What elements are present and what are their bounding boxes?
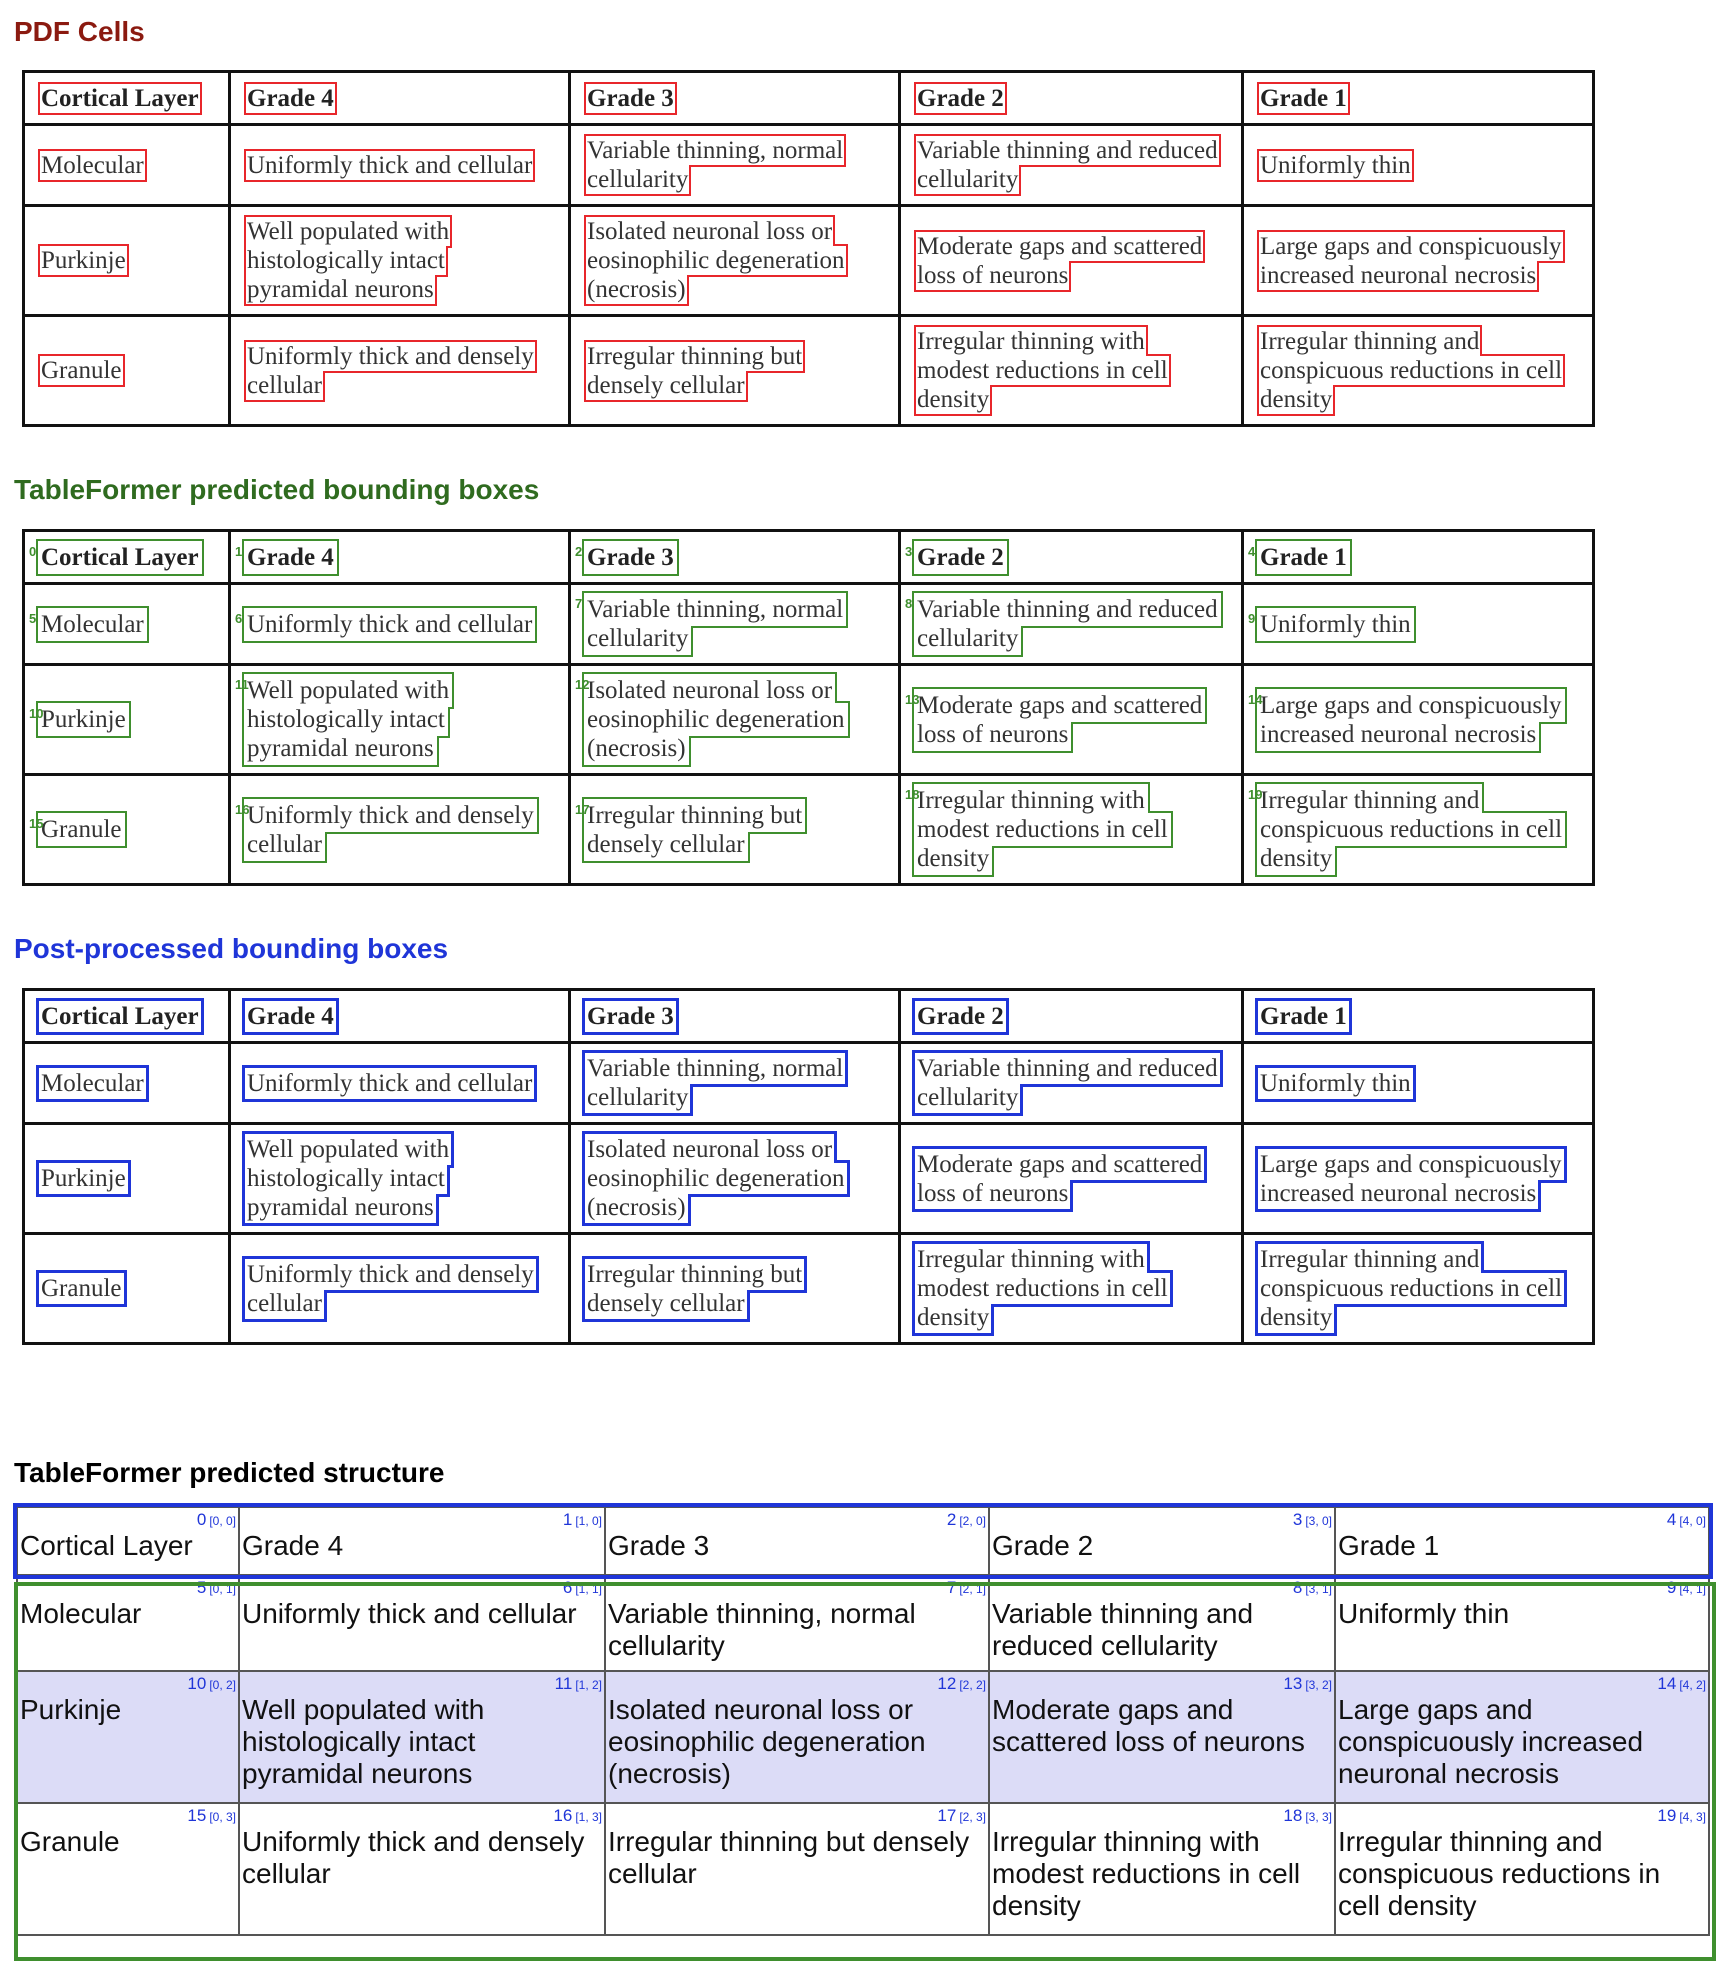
table-cell: Variable thinning and reduced cellularity [900,1043,1243,1124]
structure-cell: 7 [2, 1] Variable thinning, normal cellularity [605,1575,989,1671]
table-cell: 6 Uniformly thick and cellular [230,584,570,665]
table-cell: Uniformly thick and cellular [230,1043,570,1124]
structure-row [17,1803,1709,1935]
table-cell: 3 Grade 2 [900,531,1243,584]
predicted-structure-table [16,1506,1710,1936]
table-cell: Grade 1 [1243,72,1594,125]
structure-cell: 13 [3, 2] Moderate gaps and scattered loss of neurons [989,1671,1335,1803]
table-cell: Variable thinning, normal cellularity [570,125,900,206]
structure-cell: 12 [2, 2] Isolated neuronal loss or eosinophilic degeneration (necrosis) [605,1671,989,1803]
structure-cell: 16 [1, 3] Uniformly thick and densely cellular [239,1803,605,1935]
table-cell: Cortical Layer [24,990,230,1043]
structure-row [17,1575,1709,1671]
table-cell: Uniformly thick and densely cellular [230,316,570,426]
table-cell: Grade 2 [900,72,1243,125]
structure-cell: 2 [2, 0] Grade 3 [605,1507,989,1575]
structure-header-row [17,1507,1709,1575]
table-cell: Molecular [24,125,230,206]
table-cell: 5 Molecular [24,584,230,665]
table-cell: Irregular thinning but densely cellular [570,1234,900,1344]
structure-cell: 3 [3, 0] Grade 2 [989,1507,1335,1575]
pdf-cells-title: PDF Cells [14,16,145,47]
table-cell: Grade 4 [230,72,570,125]
table-cell: 17 Irregular thinning but densely cellular [570,775,900,885]
table-cell: Well populated with histologically intact pyramidal neurons [230,206,570,316]
table-cell: 16 Uniformly thick and densely cellular [230,775,570,885]
structure-cell: 10 [0, 2] Purkinje [17,1671,239,1803]
postprocessed-boxes-title: Post-processed bounding boxes [14,933,449,964]
table-cell: 1 Grade 4 [230,531,570,584]
structure-cell: 0 [0, 0] Cortical Layer [17,1507,239,1575]
table-cell: 11 Well populated with histologically intact pyramidal neurons [230,665,570,775]
table-cell: Purkinje [24,1124,230,1234]
table-cell: Grade 2 [900,990,1243,1043]
table-cell: Irregular thinning and conspicuous reductions in cell density [1243,316,1594,426]
structure-cell: 18 [3, 3] Irregular thinning with modest reductions in cell density [989,1803,1335,1935]
structure-cell: 8 [3, 1] Variable thinning and reduced cellularity [989,1575,1335,1671]
table-cell: Granule [24,316,230,426]
table-cell: Uniformly thin [1243,125,1594,206]
table-cell: Grade 1 [1243,990,1594,1043]
table-cell: 2 Grade 3 [570,531,900,584]
table-cell: 18 Irregular thinning with modest reductions in cell density [900,775,1243,885]
table-cell: Moderate gaps and scattered loss of neurons [900,206,1243,316]
table-cell: Uniformly thick and densely cellular [230,1234,570,1344]
structure-cell: 19 [4, 3] Irregular thinning and conspicuous reductions in cell density [1335,1803,1709,1935]
table-cell: Irregular thinning with modest reductions in cell density [900,1234,1243,1344]
table-cell: Well populated with histologically intact pyramidal neurons [230,1124,570,1234]
structure-row [17,1671,1709,1803]
table-cell: Grade 4 [230,990,570,1043]
structure-cell: 4 [4, 0] Grade 1 [1335,1507,1709,1575]
table-cell: Grade 3 [570,990,900,1043]
table-cell: Uniformly thick and cellular [230,125,570,206]
structure-cell: 5 [0, 1] Molecular [17,1575,239,1671]
table-cell: Uniformly thin [1243,1043,1594,1124]
table-cell: 8 Variable thinning and reduced cellularity [900,584,1243,665]
table-cell: Grade 3 [570,72,900,125]
structure-cell: 1 [1, 0] Grade 4 [239,1507,605,1575]
structure-cell: 9 [4, 1] Uniformly thin [1335,1575,1709,1671]
table-cell: Irregular thinning with modest reductions in cell density [900,316,1243,426]
table-cell: Irregular thinning but densely cellular [570,316,900,426]
structure-cell: 14 [4, 2] Large gaps and conspicuously increased neuronal necrosis [1335,1671,1709,1803]
table-cell: 0 Cortical Layer [24,531,230,584]
table-cell: 15 Granule [24,775,230,885]
tableformer-boxes-title: TableFormer predicted bounding boxes [14,474,540,505]
table-cell: Cortical Layer [24,72,230,125]
table-cell: 4 Grade 1 [1243,531,1594,584]
table-cell: Variable thinning, normal cellularity [570,1043,900,1124]
table-cell: 19 Irregular thinning and conspicuous reductions in cell density [1243,775,1594,885]
table-cell: Purkinje [24,206,230,316]
predicted-structure-title: TableFormer predicted structure [14,1457,445,1488]
table-cell: Granule [24,1234,230,1344]
structure-cell: 11 [1, 2] Well populated with histologically intact pyramidal neurons [239,1671,605,1803]
postprocessed-boxes-table [22,988,1595,1345]
table-cell: 10 Purkinje [24,665,230,775]
table-cell: 7 Variable thinning, normal cellularity [570,584,900,665]
structure-cell: 6 [1, 1] Uniformly thick and cellular [239,1575,605,1671]
table-cell: 13 Moderate gaps and scattered loss of neurons [900,665,1243,775]
table-cell: 12 Isolated neuronal loss or eosinophilic degeneration (necrosis) [570,665,900,775]
table-cell: Irregular thinning and conspicuous reductions in cell density [1243,1234,1594,1344]
tableformer-boxes-table [22,529,1595,886]
table-cell: Large gaps and conspicuously increased neuronal necrosis [1243,206,1594,316]
table-cell: Molecular [24,1043,230,1124]
table-cell: Variable thinning and reduced cellularity [900,125,1243,206]
structure-cell: 15 [0, 3] Granule [17,1803,239,1935]
table-cell: Isolated neuronal loss or eosinophilic degeneration (necrosis) [570,206,900,316]
table-cell: 9 Uniformly thin [1243,584,1594,665]
table-cell: Moderate gaps and scattered loss of neurons [900,1124,1243,1234]
table-cell: Isolated neuronal loss or eosinophilic degeneration (necrosis) [570,1124,900,1234]
structure-cell: 17 [2, 3] Irregular thinning but densely cellular [605,1803,989,1935]
table-cell: Large gaps and conspicuously increased neuronal necrosis [1243,1124,1594,1234]
pdf-cells-table [22,70,1595,427]
table-cell: 14 Large gaps and conspicuously increased neuronal necrosis [1243,665,1594,775]
